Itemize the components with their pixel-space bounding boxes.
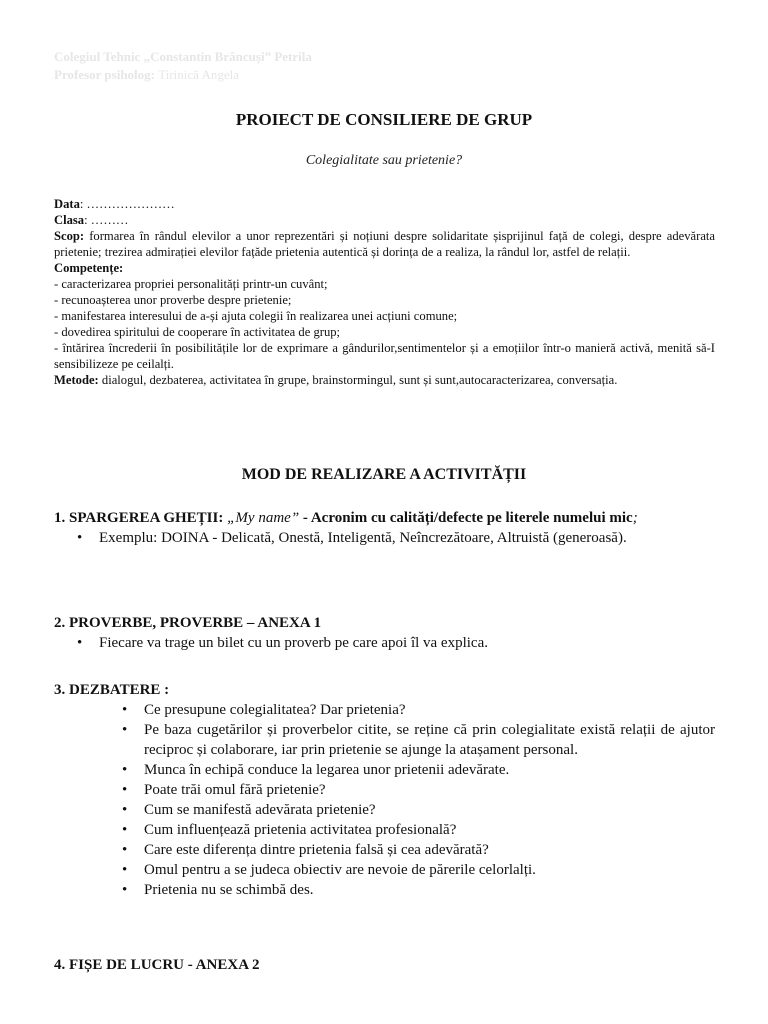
list-item: • Exemplu: DOINA - Delicată, Onestă, Inteligentă, Neîncrezătoare, Altruistă (generoasă). <box>54 528 715 548</box>
icebreaker-heading: 1. SPARGEREA GHEȚII: „My name” - Acronim cu calități/defecte pe literele numelui mic; <box>54 510 638 526</box>
competence-item: - dovedirea spiritului de cooperare în activitatea de grup; <box>54 325 341 339</box>
document-title: PROIECT DE CONSILIERE DE GRUP <box>235 110 533 129</box>
methods-paragraph <box>54 372 715 388</box>
list-item: • Ce presupune colegialitatea? Dar prietenia? <box>99 700 715 720</box>
scope-paragraph <box>54 228 715 260</box>
date-line <box>54 196 715 212</box>
competence-item: - manifestarea interesului de a-și ajuta colegii în realizarea unei acțiuni comune; <box>54 309 458 323</box>
list-item: • Cum se manifestă adevărata prietenie? <box>99 800 715 820</box>
competence-item: - întărirea încrederii în posibilitățile lor de exprimare a gândurilor,sentimentelor și a emoțiilor într-o manieră activă, menită să-I sensibilizeze pe ceilalți. <box>54 341 715 371</box>
worksheets-heading: 4. FIȘE DE LUCRU - ANEXA 2 <box>54 957 260 973</box>
icebreaker-rest: - Acronim cu calități/defecte pe literele numelui mic <box>299 510 633 526</box>
list-item: • Cum influențează prietenia activitatea profesională? <box>99 820 715 840</box>
competence-item: - recunoașterea unor proverbe despre prietenie; <box>54 293 292 307</box>
date-value: : ………………… <box>79 197 175 211</box>
list-item: • Care este diferența dintre prietenia falsă și cea adevărată? <box>99 840 715 860</box>
class-value: : ……… <box>84 213 129 227</box>
class-line <box>54 212 715 228</box>
competences-label: Competențe: <box>54 261 124 275</box>
activity-section-title: MOD DE REALIZARE A ACTIVITĂȚII <box>241 466 527 483</box>
list-item: • Prietenia nu se schimbă des. <box>99 880 715 900</box>
competence-item: - caracterizarea propriei personalități printr-un cuvânt; <box>54 277 328 291</box>
scope-label: Scop: <box>54 229 85 243</box>
school-name: Colegiul Tehnic „Constantin Brâncuși” Petrila <box>54 49 312 64</box>
teacher-line <box>54 67 239 83</box>
section-proverbs <box>54 613 715 653</box>
debate-heading: 3. DEZBATERE : <box>54 682 170 698</box>
icebreaker-quote: „My name” <box>223 510 300 526</box>
methods-label: Metode: <box>54 373 99 387</box>
date-label: Data <box>54 197 80 211</box>
teacher-name: Tirinică Angela <box>158 67 240 82</box>
list-item: • Poate trăi omul fără prietenie? <box>99 780 715 800</box>
section-icebreaker <box>54 508 715 548</box>
section-debate <box>54 680 715 900</box>
list-item: • Pe baza cugetărilor și proverbelor citite, se reține că prin colegialitate există relații de ajutor reciproc și colaborare, iar prin prietenie se ajunge la atașament personal. <box>99 720 715 760</box>
proverbs-heading: 2. PROVERBE, PROVERBE – ANEXA 1 <box>54 615 322 631</box>
class-label: Clasa <box>54 213 85 227</box>
methods-text: dialogul, dezbaterea, activitatea în grupe, brainstormingul, sunt și sunt,autocaracterizarea, conversația. <box>98 373 618 387</box>
teacher-label: Profesor psiholog: <box>54 67 155 82</box>
project-details <box>54 196 715 388</box>
scope-text: formarea în rândul elevilor a unor reprezentări și noțiuni despre solidaritate șisprijinul față de colegi, despre adevărata prietenie; trezirea admirației elevilor fațăde prietenia autentică și dorința de a realiza, la rândul lor, astfel de relații. <box>54 229 715 259</box>
document-subtitle: Colegialitate sau prietenie? <box>305 153 463 168</box>
section-worksheets <box>54 955 715 975</box>
list-item: • Omul pentru a se judeca obiectiv are nevoie de părerile celorlalți. <box>99 860 715 880</box>
list-item: • Fiecare va trage un bilet cu un proverb pe care apoi îl va explica. <box>54 633 715 653</box>
list-item: • Munca în echipă conduce la legarea unor prietenii adevărate. <box>99 760 715 780</box>
